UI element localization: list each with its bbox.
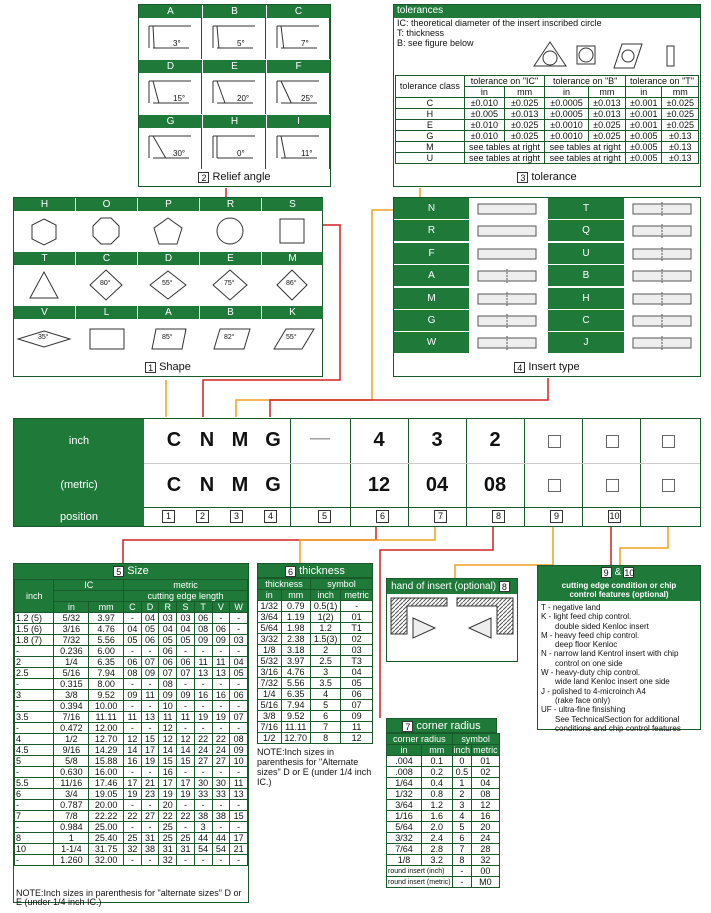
edge-line: double sided Kenloc insert bbox=[555, 621, 649, 631]
code-strip bbox=[13, 418, 701, 527]
insert-letter-left: W bbox=[394, 332, 469, 354]
edge-line: UF - ultra-fine finsishing bbox=[541, 705, 626, 715]
shape-pent bbox=[146, 213, 192, 249]
code-metric-char: 12 bbox=[367, 474, 391, 496]
relief-letter: I bbox=[267, 115, 330, 128]
edge-line: control on one side bbox=[555, 658, 623, 668]
edge-line: N - narrow land Kentrol insert with chip bbox=[541, 649, 679, 659]
thickness-row: 5/32 3.97 2.5 T3 bbox=[258, 656, 373, 667]
relief-cell bbox=[267, 18, 330, 59]
relief-cell bbox=[267, 73, 330, 114]
position-number: 3 bbox=[230, 510, 243, 523]
relief-angle-label: 3° bbox=[173, 39, 181, 48]
size-note: NOTE:Inch sizes in parenthesis for "alternate sizes" D or E (under 1/4 inch IC.) bbox=[16, 888, 242, 907]
code-optional-box bbox=[662, 435, 675, 448]
code-optional-box bbox=[548, 435, 561, 448]
insert-letter-left: N bbox=[394, 198, 469, 220]
shape-angle: 75° bbox=[224, 280, 235, 287]
corner-row: 7/64 2.8 7 28 bbox=[387, 844, 500, 855]
insert-letter-left: G bbox=[394, 310, 469, 332]
shape-rect bbox=[84, 321, 130, 357]
thickness-note: NOTE:Inch sizes in parenthesis for "Alternate sizes" D or E (under 1/4 inch IC.) bbox=[257, 747, 372, 787]
code-dash: — bbox=[310, 427, 330, 449]
insert-letter-left: F bbox=[394, 243, 469, 265]
corner-panel bbox=[386, 718, 497, 908]
relief-angle-label: 7° bbox=[301, 39, 309, 48]
tolerance-subhead: mm bbox=[505, 87, 545, 98]
row-label-metric: (metric) bbox=[60, 479, 98, 491]
row-label-inch: inch bbox=[68, 435, 90, 447]
insert-profile bbox=[627, 314, 697, 333]
code-inch-char: M bbox=[231, 429, 249, 451]
corner-row: 3/32 2.4 6 24 bbox=[387, 833, 500, 844]
shape-hex bbox=[22, 213, 68, 249]
code-optional-box bbox=[606, 479, 619, 492]
code-optional-box bbox=[548, 479, 561, 492]
tolerance-panel bbox=[393, 4, 701, 187]
shape-oct bbox=[84, 213, 130, 249]
relief-angle-panel bbox=[138, 4, 331, 187]
relief-letter: E bbox=[203, 60, 266, 73]
corner-row: 5/64 2.0 5 20 bbox=[387, 822, 500, 833]
size-row: 3.5 7/16 11.11 11 13 11 11 19 19 07 bbox=[15, 712, 248, 723]
tolerance-row: M see tables at right see tables at right ±0.005 ±0.13 bbox=[396, 142, 699, 153]
edge-line: M - heavy feed chip control. bbox=[541, 630, 640, 640]
insert-letter-left: R bbox=[394, 220, 469, 242]
edge10-connector bbox=[620, 527, 668, 565]
size-connector bbox=[123, 527, 376, 563]
relief-letter: F bbox=[267, 60, 330, 73]
edge-line: J - polished to 4-microinch A4 bbox=[541, 686, 646, 696]
edge-title: cutting edge condition or chip control features (optional) bbox=[538, 580, 700, 601]
tolerance-row: U see tables at right see tables at right ±0.005 ±0.13 bbox=[396, 153, 699, 164]
insert-profile bbox=[627, 336, 697, 355]
insert-letter-right: T bbox=[548, 198, 624, 220]
shape-letter: B bbox=[200, 306, 261, 319]
shape-angle: 55° bbox=[162, 280, 173, 287]
code-metric-char: M bbox=[231, 474, 249, 496]
edge-line: deep floor Kenloc bbox=[555, 640, 618, 650]
relief-letter: D bbox=[139, 60, 202, 73]
insert-profile bbox=[472, 336, 542, 355]
edge-line: W - heavy-duty chip control. bbox=[541, 668, 641, 678]
size-row: 4.5 9/16 14.29 14 17 14 14 24 24 09 bbox=[15, 745, 248, 756]
insert-profile bbox=[627, 292, 697, 311]
size-row: - 0.787 20.00 - - 20 - - - - bbox=[15, 800, 248, 811]
shape-tri bbox=[22, 267, 68, 303]
tolerance-subhead: mm bbox=[588, 87, 625, 98]
size-row: - 0.236 6.00 - - 06 - - - - bbox=[15, 646, 248, 657]
relief-angle-label: 30° bbox=[173, 149, 186, 158]
shape-letter: O bbox=[76, 198, 137, 211]
edge-panel bbox=[537, 565, 701, 733]
position-number: 5 bbox=[318, 510, 331, 523]
insert-profile bbox=[472, 202, 542, 221]
corner-extra-row: round insert (inch) - 00 bbox=[387, 866, 500, 877]
relief-angle-label: 0° bbox=[237, 149, 245, 158]
insert-type-connector bbox=[270, 378, 548, 417]
position-number: 2 bbox=[196, 510, 209, 523]
code-inch-char: N bbox=[199, 429, 215, 451]
thickness-row: 3/8 9.52 6 09 bbox=[258, 711, 373, 722]
code-optional-box bbox=[662, 479, 675, 492]
code-metric-char: C bbox=[166, 474, 182, 496]
thickness-table: thickness symbol in mm inch metric 1/32 0.79 0.5(1) - 3/64 1.19 1(2) 01 5/64 1.98 1.2 T1 3/32 2.38 1.5(3) 02 1/8 3.18 2 03 5/32 3.97 2.5 T3 3/16 4.76 3 04 7/32 5.56 3.5 05 1/4 6.35 4 06 5/16 7.94 5 07 3/8 9.52 6 09 7/16 11.11 7 11 1/2 12.70 8 12 bbox=[257, 578, 373, 744]
relief-cell bbox=[139, 18, 202, 59]
insert-profile bbox=[472, 247, 542, 266]
position-number: 9 bbox=[550, 510, 563, 523]
insert-profile bbox=[472, 224, 542, 243]
edge-line: (rake face only) bbox=[555, 695, 611, 705]
size-row: - 0.472 12.00 - - 12 - - - - bbox=[15, 723, 248, 734]
size-row: 2 1/4 6.35 06 07 06 06 11 11 04 bbox=[15, 657, 248, 668]
relief-angle-label: 15° bbox=[173, 94, 186, 103]
thickness-title: 6 thickness bbox=[257, 563, 373, 578]
corner-row: 1/64 0.4 1 04 bbox=[387, 778, 500, 789]
insert-type-panel bbox=[393, 197, 701, 377]
relief-letter: G bbox=[139, 115, 202, 128]
position-number: 4 bbox=[264, 510, 277, 523]
position-number: 7 bbox=[434, 510, 447, 523]
size-row: - 0.984 25.00 - - 25 - 3 - - bbox=[15, 822, 248, 833]
tolerance-figure bbox=[522, 40, 697, 72]
shape-letter: A bbox=[138, 306, 199, 319]
shape-angle: 35° bbox=[38, 334, 49, 341]
corner-row: .008 0.2 0.5 02 bbox=[387, 767, 500, 778]
size-row: 1.8 (7) 7/32 5.56 05 06 05 05 09 09 03 bbox=[15, 635, 248, 646]
shape-letter: L bbox=[76, 306, 137, 319]
tolerance-subhead: in bbox=[545, 87, 588, 98]
shape-angle: 82° bbox=[224, 334, 235, 341]
shape-sq bbox=[270, 213, 316, 249]
tolerance-subhead: in bbox=[464, 87, 504, 98]
insert-profile bbox=[627, 247, 697, 266]
size-title: 5 Size bbox=[14, 564, 248, 579]
corner-extra-row: round insert (metric) - M0 bbox=[387, 877, 500, 888]
relief-letter: B bbox=[203, 5, 266, 18]
shape-letter: E bbox=[200, 252, 261, 265]
position-number: 10 bbox=[609, 511, 620, 521]
thickness-row: 7/32 5.56 3.5 05 bbox=[258, 678, 373, 689]
tolerance-table: tolerance class tolerance on "IC" tolerance on "B" tolerance on "T" in mm in mm in mm C ±0.010 ±0.025 ±0.0005 ±0.013 ±0.001 ±0.025 H ±0.005 ±0.013 ±0.0005 ±0.013 ±0.001 ±0.025 E ±0.010 ±0.025 ±0.0010 ±0.025 ±0.001 ±0.025 G ±0.010 ±0.025 ±0.0010 ±0.025 ±0.005 ±0.13 M see tables at right see tables at right ±0.005 ±0.13 U see tables at right see tables at right ±0.005 ±0.13 bbox=[395, 75, 699, 164]
insert-letter-right: B bbox=[548, 265, 624, 287]
size-row: - 0.315 8.00 - - 08 - - - - bbox=[15, 679, 248, 690]
insert-letter-right: C bbox=[548, 310, 624, 332]
corner-title: 7 corner radius bbox=[386, 718, 497, 733]
code-inch-char: C bbox=[166, 429, 182, 451]
hand-panel bbox=[386, 578, 518, 662]
relief-angle-label: 11° bbox=[301, 149, 313, 158]
size-row: 1.2 (5) 5/32 3.97 - 04 03 03 06 - - bbox=[15, 613, 248, 624]
corner-row: 1/8 3.2 8 32 bbox=[387, 855, 500, 866]
relief-cell bbox=[203, 73, 266, 114]
edge-line: conditions and chip control features bbox=[555, 723, 681, 733]
relief-cell bbox=[203, 128, 266, 169]
tolerance-line-t: T: thickness bbox=[397, 28, 445, 38]
thickness-row: 1/8 3.18 2 03 bbox=[258, 645, 373, 656]
thickness-row: 3/32 2.38 1.5(3) 02 bbox=[258, 634, 373, 645]
code-inch-char: 4 bbox=[373, 429, 385, 451]
tolerance-row: C ±0.010 ±0.025 ±0.0005 ±0.013 ±0.001 ±0.025 bbox=[396, 98, 699, 109]
insert-profile bbox=[472, 269, 542, 288]
position-number: 6 bbox=[376, 510, 389, 523]
corner-row: 1/16 1.6 4 16 bbox=[387, 811, 500, 822]
insert-letter-left: M bbox=[394, 288, 469, 310]
tolerance-title: tolerances bbox=[394, 5, 700, 18]
corner-row: 3/64 1.2 3 12 bbox=[387, 800, 500, 811]
insert-letter-right: U bbox=[548, 243, 624, 265]
relief-angle-label: 25° bbox=[301, 94, 314, 103]
shape-angle: 85° bbox=[162, 334, 173, 341]
code-metric-char: G bbox=[265, 474, 281, 496]
tolerance-caption: 3 tolerance bbox=[394, 170, 700, 186]
relief-cell bbox=[203, 18, 266, 59]
row-label-position: position bbox=[60, 511, 98, 523]
code-optional-box bbox=[606, 435, 619, 448]
insert-profile bbox=[627, 224, 697, 243]
tolerance-row: H ±0.005 ±0.013 ±0.0005 ±0.013 ±0.001 ±0.025 bbox=[396, 109, 699, 120]
edge-line: T - negative land bbox=[541, 603, 601, 612]
thickness-row: 1/4 6.35 4 06 bbox=[258, 689, 373, 700]
thickness-panel bbox=[257, 563, 373, 787]
thickness-connector bbox=[300, 527, 435, 563]
size-row: 6 3/4 19.05 19 23 19 19 33 33 13 bbox=[15, 789, 248, 800]
thickness-row: 5/64 1.98 1.2 T1 bbox=[258, 623, 373, 634]
shape-letter: S bbox=[262, 198, 323, 211]
tolerance-subhead: in bbox=[626, 87, 662, 98]
shape-circ bbox=[208, 213, 254, 249]
size-row: 8 1 25.40 25 31 25 25 44 44 17 bbox=[15, 833, 248, 844]
insert-letter-left: A bbox=[394, 265, 469, 287]
size-row: - 0.394 10.00 - - 10 - - - - bbox=[15, 701, 248, 712]
size-row: - 1.260 32.00 - - 32 - - - - bbox=[15, 855, 248, 866]
code-metric-char: 08 bbox=[483, 474, 507, 496]
size-row: 1.5 (6) 3/16 4.76 04 05 04 04 08 06 - bbox=[15, 624, 248, 635]
tolerance-row: E ±0.010 ±0.025 ±0.0010 ±0.025 ±0.001 ±0.025 bbox=[396, 120, 699, 131]
corner-table: corner radius symbol in mm inch metric .004 0.1 0 01 .008 0.2 0.5 02 1/64 0.4 1 04 1/32 0.8 2 08 3/64 1.2 3 12 1/16 1.6 4 16 5/64 2.0 5 20 3/32 2.4 6 24 7/64 2.8 7 28 1/8 3.2 8 32 round insert (inch) - 00 round insert (metric) - M0 bbox=[388, 734, 498, 887]
relief-letter: H bbox=[203, 115, 266, 128]
tolerance-line-b: B: see figure below bbox=[397, 38, 474, 48]
code-labels bbox=[14, 419, 144, 526]
tolerance-line-ic: IC: theoretical diameter of the insert inscribed circle bbox=[397, 18, 602, 28]
shape-panel bbox=[13, 197, 323, 377]
insert-profile bbox=[627, 269, 697, 288]
size-row: 5 5/8 15.88 16 19 15 15 27 27 10 bbox=[15, 756, 248, 767]
insert-letter-right: H bbox=[548, 288, 624, 310]
edge-line: See TechnicalSection for additional bbox=[555, 714, 680, 724]
relief-caption: 2 Relief angle bbox=[139, 170, 330, 186]
code-inch-char: 2 bbox=[489, 429, 501, 451]
relief-angle-label: 20° bbox=[237, 94, 250, 103]
relief-cell bbox=[267, 128, 330, 169]
thickness-row: 5/16 7.94 5 07 bbox=[258, 700, 373, 711]
edge-line: wide land Kenloc insert one side bbox=[555, 677, 670, 687]
size-row: 3 3/8 9.52 09 11 09 09 16 16 06 bbox=[15, 690, 248, 701]
thickness-row: 1/32 0.79 0.5(1) - bbox=[258, 601, 373, 612]
edge-line: K - light feed chip control. bbox=[541, 612, 632, 622]
relief-letter: C bbox=[267, 5, 330, 18]
shape-letter: C bbox=[76, 252, 137, 265]
tolerance-subhead: mm bbox=[662, 87, 699, 98]
relief-cell bbox=[139, 128, 202, 169]
edge-title-nums: 9 & 10 bbox=[538, 566, 700, 580]
hand-figure bbox=[387, 594, 517, 660]
shape-letter: T bbox=[14, 252, 75, 265]
size-row: 4 1/2 12.70 12 15 12 12 22 22 08 bbox=[15, 734, 248, 745]
shape-caption: 1 Shape bbox=[14, 360, 322, 376]
shape-letter: R bbox=[200, 198, 261, 211]
shape-letter: K bbox=[262, 306, 323, 319]
insert-letter-right: J bbox=[548, 332, 624, 354]
hand-title: hand of insert (optional) 8 bbox=[387, 579, 517, 594]
position-number: 1 bbox=[162, 510, 175, 523]
relief-letter: A bbox=[139, 5, 202, 18]
size-table: inch IC metric cutting edge length in mm C D R S T V W 1.2 (5) 5/32 3.97 - 04 03 03 06 - - 1.5 (6) 3/16 4.76 04 05 04 04 08 06 - 1.8 (7) 7/32 5.56 05 06 05 05 09 09 03 - 0.236 6.00 - - 06 - - - - 2 1/4 6.35 06 07 06 06 11 11 04 2.5 5/16 7.94 08 09 07 07 13 13 05 - 0.315 8.00 - - 08 - - - - 3 3/8 9.52 09 11 09 09 16 16 06 - 0.394 10.00 - - 10 - - - - 3.5 7/16 11.11 11 13 11 11 19 19 07 - 0.472 12.00 - - 12 - - - - 4 1/2 12.70 12 15 12 12 22 22 08 4.5 9/16 14.29 14 17 14 14 24 24 09 5 5/8 15.88 16 19 15 15 27 27 10 - 0.630 16.00 - - 16 - - - - 5.5 11/16 17.46 17 21 17 17 30 30 11 6 3/4 19.05 19 23 19 19 33 33 13 - 0.787 20.00 - - 20 - - - - 7 7/8 22.22 22 27 22 22 38 38 15 - 0.984 25.00 - - 25 - 3 - - 8 1 25.40 25 31 25 25 44 44 17 10 1-1/4 31.75 32 38 31 31 54 54 21 - 1.260 32.00 - - 32 - - - - bbox=[14, 579, 248, 866]
size-panel bbox=[13, 563, 249, 907]
code-inch-char: G bbox=[265, 429, 281, 451]
size-row: 2.5 5/16 7.94 08 09 07 07 13 13 05 bbox=[15, 668, 248, 679]
insert-type-caption: 4 Insert type bbox=[394, 360, 700, 376]
shape-letter: H bbox=[14, 198, 75, 211]
thickness-row: 3/64 1.19 1(2) 01 bbox=[258, 612, 373, 623]
thickness-row: 7/16 11.11 7 11 bbox=[258, 722, 373, 733]
shape-letter: D bbox=[138, 252, 199, 265]
shape-letter: M bbox=[262, 252, 323, 265]
shape-letter: P bbox=[138, 198, 199, 211]
shape-angle: 55° bbox=[286, 334, 297, 341]
insert-letter-right: Q bbox=[548, 220, 624, 242]
code-inch-char: 3 bbox=[431, 429, 443, 451]
thickness-row: 3/16 4.76 3 04 bbox=[258, 667, 373, 678]
shape-angle: 86° bbox=[286, 280, 297, 287]
size-row: 5.5 11/16 17.46 17 21 17 17 30 30 11 bbox=[15, 778, 248, 789]
shape-letter: V bbox=[14, 306, 75, 319]
size-row: 10 1-1/4 31.75 32 38 31 31 54 54 21 bbox=[15, 844, 248, 855]
tolerance-row: G ±0.010 ±0.025 ±0.0010 ±0.025 ±0.005 ±0.13 bbox=[396, 131, 699, 142]
relief-cell bbox=[139, 73, 202, 114]
size-row: - 0.630 16.00 - - 16 - - - - bbox=[15, 767, 248, 778]
insert-profile bbox=[627, 202, 697, 221]
insert-profile bbox=[472, 314, 542, 333]
relief-angle-label: 5° bbox=[237, 39, 245, 48]
corner-row: .004 0.1 0 01 bbox=[387, 756, 500, 767]
size-row: 7 7/8 22.22 22 27 22 22 38 38 15 bbox=[15, 811, 248, 822]
corner-row: 1/32 0.8 2 08 bbox=[387, 789, 500, 800]
code-metric-char: N bbox=[199, 474, 215, 496]
shape-angle: 80° bbox=[100, 280, 111, 287]
insert-profile bbox=[472, 292, 542, 311]
code-metric-char: 04 bbox=[425, 474, 449, 496]
thickness-row: 1/2 12.70 8 12 bbox=[258, 733, 373, 744]
position-number: 8 bbox=[492, 510, 505, 523]
